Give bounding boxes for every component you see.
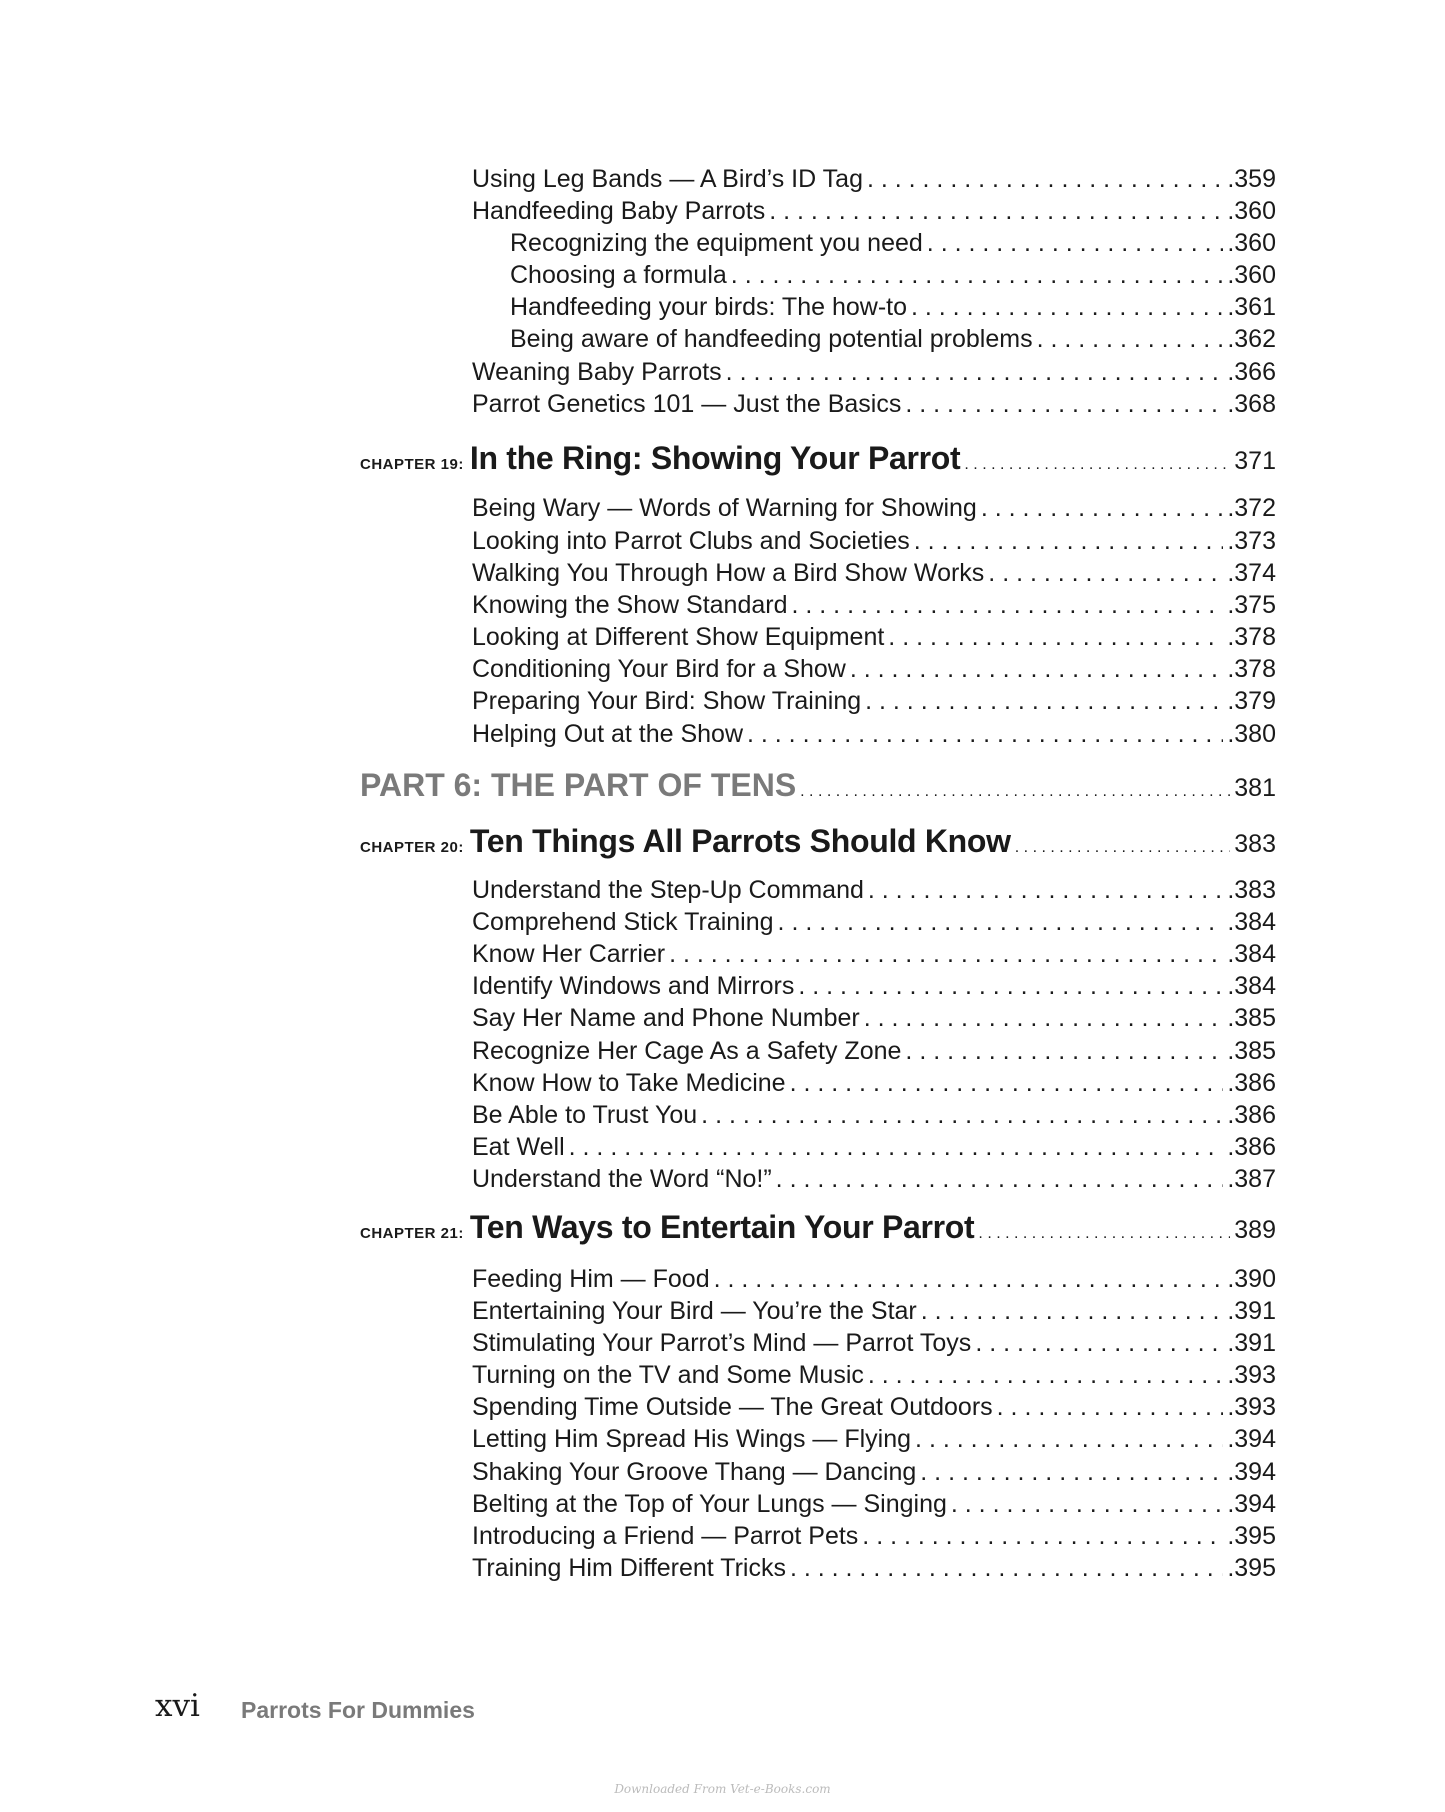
toc-section-entry — [472, 197, 1276, 226]
dot-leader — [726, 358, 1224, 387]
entry-title: Being aware of handfeeding potential problems — [510, 325, 1033, 353]
entry-page-number: .359 — [1227, 165, 1276, 193]
toc-section-entry — [472, 1265, 1276, 1294]
entry-title: Know How to Take Medicine — [472, 1069, 786, 1097]
entry-page-number: .386 — [1227, 1069, 1276, 1097]
dot-leader — [888, 623, 1223, 652]
entry-page-number: .378 — [1227, 655, 1276, 683]
entry-page-number: .386 — [1227, 1101, 1276, 1129]
entry-page-number: .380 — [1227, 720, 1276, 748]
entry-title: Training Him Different Tricks — [472, 1554, 786, 1582]
entry-title: Choosing a formula — [510, 261, 727, 289]
toc-section-entry — [472, 390, 1276, 419]
entry-title: Looking at Different Show Equipment — [472, 623, 885, 651]
entry-page-number: 383 — [1234, 830, 1276, 858]
entry-page-number: .360 — [1227, 261, 1276, 289]
entry-page-number: .394 — [1227, 1458, 1276, 1486]
dot-leader — [862, 1522, 1223, 1551]
dot-leader — [864, 1004, 1224, 1033]
dot-leader — [964, 456, 1230, 474]
toc-section-entry — [472, 1133, 1276, 1162]
entry-page-number: 389 — [1234, 1216, 1276, 1244]
dot-leader — [905, 390, 1223, 419]
toc-section-entry — [472, 1522, 1276, 1551]
toc-subsection-entry — [510, 229, 1276, 258]
entry-title: Stimulating Your Parrot’s Mind — Parrot Toys — [472, 1329, 972, 1357]
dot-leader — [868, 876, 1223, 905]
dot-leader — [921, 1297, 1224, 1326]
entry-title: Weaning Baby Parrots — [472, 358, 722, 386]
entry-page-number: .384 — [1227, 940, 1276, 968]
dot-leader — [865, 687, 1223, 716]
entry-title: Conditioning Your Bird for a Show — [472, 655, 846, 683]
toc-chapter-entry — [360, 1209, 1276, 1246]
toc-section-entry — [472, 908, 1276, 937]
entry-title: Understand the Step-Up Command — [472, 876, 864, 904]
entry-title: In the Ring: Showing Your Parrot — [469, 440, 961, 476]
dot-leader — [978, 1225, 1230, 1243]
entry-title: Using Leg Bands — A Bird’s ID Tag — [472, 165, 863, 193]
entry-page-number: .368 — [1227, 390, 1276, 418]
toc-section-entry — [472, 1004, 1276, 1033]
entry-page-number: .394 — [1227, 1425, 1276, 1453]
entry-page-number: .360 — [1227, 229, 1276, 257]
watermark: Downloaded From Vet-e-Books.com — [614, 1782, 831, 1796]
dot-leader — [905, 1037, 1223, 1066]
entry-title: Belting at the Top of Your Lungs — Singing — [472, 1490, 947, 1518]
entry-page-number: 381 — [1234, 774, 1276, 802]
toc-section-entry — [472, 655, 1276, 684]
entry-page-number: .378 — [1227, 623, 1276, 651]
entry-title: Walking You Through How a Bird Show Works — [472, 559, 985, 587]
toc-section-entry — [472, 358, 1276, 387]
dot-leader — [975, 1329, 1223, 1358]
toc-section-entry — [472, 940, 1276, 969]
entry-page-number: .383 — [1227, 876, 1276, 904]
dot-leader — [981, 494, 1224, 523]
dot-leader — [927, 229, 1224, 258]
entry-title: Eat Well — [472, 1133, 565, 1161]
dot-leader — [669, 940, 1223, 969]
dot-leader — [778, 908, 1224, 937]
dot-leader — [867, 165, 1223, 194]
dot-leader — [731, 261, 1224, 290]
entry-title: Shaking Your Groove Thang — Dancing — [472, 1458, 917, 1486]
toc-section-entry — [472, 527, 1276, 556]
dot-leader — [1037, 325, 1224, 354]
dot-leader — [769, 197, 1223, 226]
entry-title: Entertaining Your Bird — You’re the Star — [472, 1297, 917, 1325]
entry-page-number: .375 — [1227, 591, 1276, 619]
toc-section-entry — [472, 1458, 1276, 1487]
entry-page-number: .393 — [1227, 1393, 1276, 1421]
entry-page-number: .366 — [1227, 358, 1276, 386]
toc-section-entry — [472, 1069, 1276, 1098]
entry-page-number: .395 — [1227, 1554, 1276, 1582]
toc-section-entry — [472, 720, 1276, 749]
dot-leader — [850, 655, 1223, 684]
entry-page-number: .391 — [1227, 1329, 1276, 1357]
toc-chapter-entry — [360, 440, 1276, 477]
toc-section-entry — [472, 165, 1276, 194]
entry-page-number: .393 — [1227, 1361, 1276, 1389]
entry-title: Feeding Him — Food — [472, 1265, 710, 1293]
entry-title: Being Wary — Words of Warning for Showing — [472, 494, 977, 522]
entry-title: Looking into Parrot Clubs and Societies — [472, 527, 910, 555]
entry-title: Identify Windows and Mirrors — [472, 972, 795, 1000]
entry-title: Turning on the TV and Some Music — [472, 1361, 864, 1389]
entry-title: Helping Out at the Show — [472, 720, 743, 748]
toc-section-entry — [472, 876, 1276, 905]
toc-section-entry — [472, 687, 1276, 716]
toc-section-entry — [472, 1393, 1276, 1422]
toc-section-entry — [472, 1037, 1276, 1066]
toc-section-entry — [472, 1361, 1276, 1390]
entry-title: Know Her Carrier — [472, 940, 666, 968]
entry-page-number: .391 — [1227, 1297, 1276, 1325]
dot-leader — [776, 1165, 1224, 1194]
page-number: xvi — [155, 1688, 200, 1724]
chapter-label: CHAPTER 20: — [360, 839, 464, 856]
toc-section-entry — [472, 1554, 1276, 1583]
dot-leader — [988, 559, 1223, 588]
dot-leader — [868, 1361, 1223, 1390]
entry-page-number: .373 — [1227, 527, 1276, 555]
entry-title: Preparing Your Bird: Show Training — [472, 687, 862, 715]
entry-title: Ten Ways to Entertain Your Parrot — [469, 1209, 975, 1245]
entry-page-number: .394 — [1227, 1490, 1276, 1518]
toc-section-entry — [472, 1329, 1276, 1358]
toc-section-entry — [472, 623, 1276, 652]
entry-page-number: 371 — [1234, 447, 1276, 475]
entry-title: Comprehend Stick Training — [472, 908, 774, 936]
dot-leader — [911, 293, 1223, 322]
entry-title: Parrot Genetics 101 — Just the Basics — [472, 390, 902, 418]
chapter-label: CHAPTER 21: — [360, 1225, 464, 1242]
toc-section-entry — [472, 1297, 1276, 1326]
entry-title: Spending Time Outside — The Great Outdoors — [472, 1393, 993, 1421]
entry-title: Handfeeding Baby Parrots — [472, 197, 766, 225]
toc-section-entry — [472, 559, 1276, 588]
entry-title: Recognizing the equipment you need — [510, 229, 923, 257]
entry-title: Introducing a Friend — Parrot Pets — [472, 1522, 859, 1550]
running-footer-title: Parrots For Dummies — [241, 1697, 475, 1723]
toc-section-entry — [472, 1425, 1276, 1454]
entry-title: Ten Things All Parrots Should Know — [469, 823, 1011, 859]
entry-page-number: .360 — [1227, 197, 1276, 225]
dot-leader — [790, 1554, 1223, 1583]
dot-leader — [569, 1133, 1224, 1162]
entry-title: Be Able to Trust You — [472, 1101, 698, 1129]
entry-page-number: .384 — [1227, 908, 1276, 936]
toc-section-entry — [472, 1165, 1276, 1194]
toc-section-entry — [472, 1490, 1276, 1519]
dot-leader — [792, 591, 1224, 620]
entry-title: PART 6: THE PART OF TENS — [360, 767, 797, 803]
dot-leader — [915, 1425, 1223, 1454]
entry-page-number: .379 — [1227, 687, 1276, 715]
toc-subsection-entry — [510, 261, 1276, 290]
dot-leader — [914, 527, 1224, 556]
entry-page-number: .362 — [1227, 325, 1276, 353]
toc-section-entry — [472, 494, 1276, 523]
entry-page-number: .385 — [1227, 1037, 1276, 1065]
dot-leader — [800, 783, 1230, 801]
entry-page-number: .390 — [1227, 1265, 1276, 1293]
entry-title: Recognize Her Cage As a Safety Zone — [472, 1037, 902, 1065]
dot-leader — [747, 720, 1223, 749]
toc-section-entry — [472, 972, 1276, 1001]
entry-page-number: .372 — [1227, 494, 1276, 522]
entry-page-number: .374 — [1227, 559, 1276, 587]
dot-leader — [951, 1490, 1223, 1519]
toc-section-entry — [472, 591, 1276, 620]
chapter-label: CHAPTER 19: — [360, 456, 464, 473]
dot-leader — [920, 1458, 1223, 1487]
entry-page-number: .386 — [1227, 1133, 1276, 1161]
entry-page-number: .395 — [1227, 1522, 1276, 1550]
dot-leader — [790, 1069, 1224, 1098]
entry-page-number: .387 — [1227, 1165, 1276, 1193]
toc-section-entry — [472, 1101, 1276, 1130]
entry-page-number: .361 — [1227, 293, 1276, 321]
toc-chapter-entry — [360, 823, 1276, 860]
dot-leader — [714, 1265, 1224, 1294]
entry-title: Handfeeding your birds: The how-to — [510, 293, 907, 321]
entry-title: Understand the Word “No!” — [472, 1165, 772, 1193]
toc-subsection-entry — [510, 293, 1276, 322]
entry-page-number: .385 — [1227, 1004, 1276, 1032]
dot-leader — [997, 1393, 1224, 1422]
entry-title: Letting Him Spread His Wings — Flying — [472, 1425, 912, 1453]
entry-page-number: .384 — [1227, 972, 1276, 1000]
dot-leader — [1015, 839, 1231, 857]
dot-leader — [798, 972, 1223, 1001]
toc-part-entry — [360, 767, 1276, 804]
dot-leader — [701, 1101, 1223, 1130]
entry-title: Knowing the Show Standard — [472, 591, 788, 619]
entry-title: Say Her Name and Phone Number — [472, 1004, 860, 1032]
toc-subsection-entry — [510, 325, 1276, 354]
